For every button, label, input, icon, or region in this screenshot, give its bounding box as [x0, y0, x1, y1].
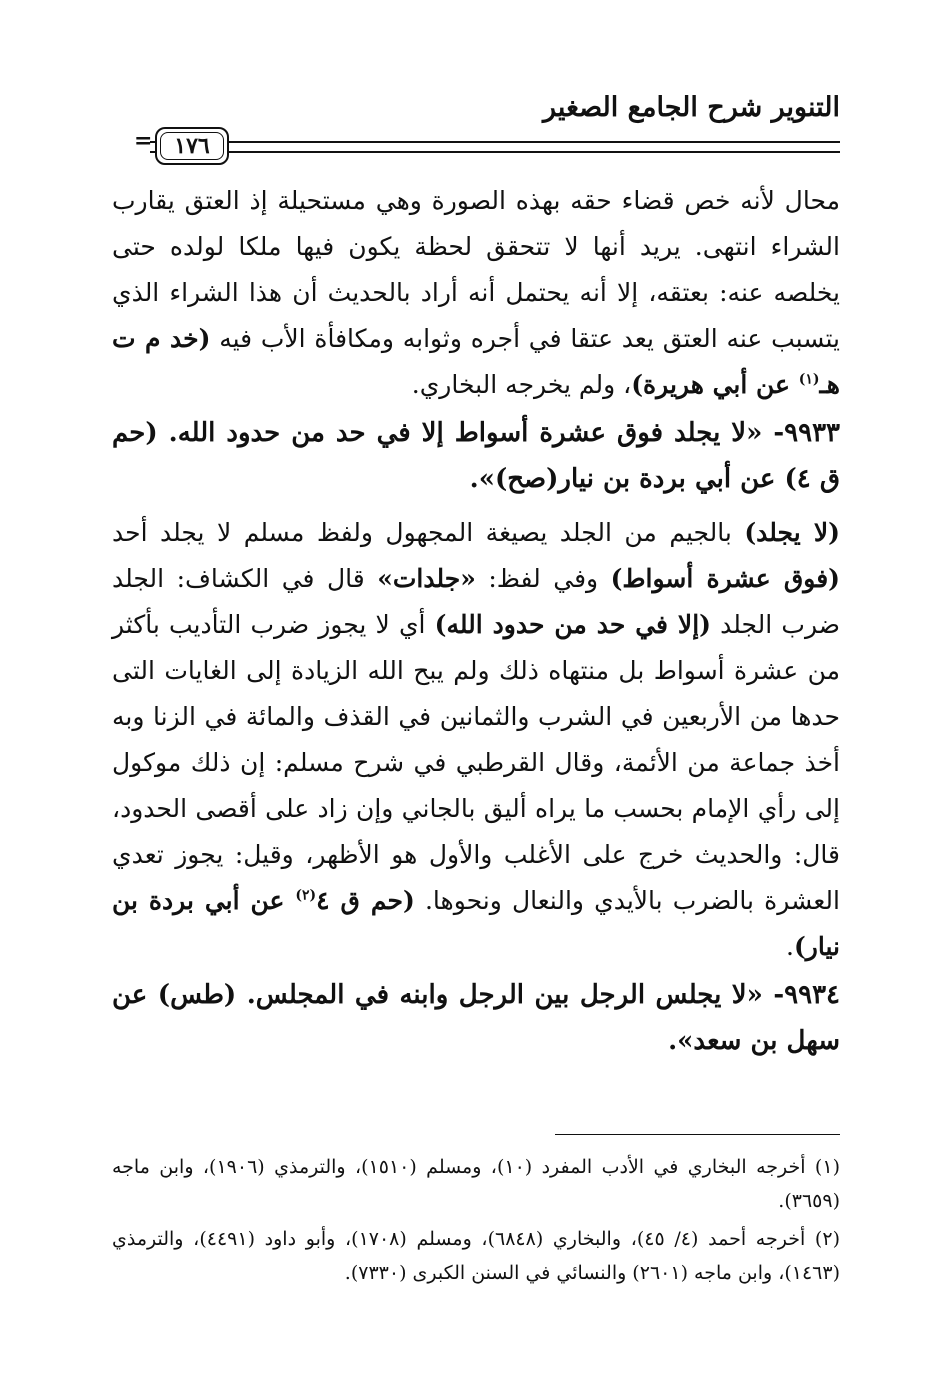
footnote-separator	[555, 1134, 840, 1135]
page-number-box	[155, 127, 229, 165]
source-reference: (خد م ت هـ$^{(١)}$ عن أبي هريرة)	[112, 324, 840, 399]
footnote-2: (٢) أخرجه أحمد (٤/ ٤٥)، والبخاري (٦٨٤٨)، ومسلم (١٧٠٨)، وأبو داود (٤٤٩١)، والترمذي (١٤٦٣)، وابن ماجه (٢٦٠١) والنسائي في السنن الكبرى (٧٣٣٠).	[112, 1228, 840, 1284]
header-marker: =	[134, 128, 153, 154]
commentary-paragraph-1: محال لأنه خص قضاء حقه بهذه الصورة وهي مستحيلة إذ العتق يقارب الشراء انتهى. يريد أنها لا تتحقق لحظة يكون فيها ملكا لولده حتى يخلصه عنه: بعتقه، إلا أنه يحتمل أنه أراد بالحديث أن هذا الشراء الذي يتسبب عنه العتق يعد عتقا في أجره وثوابه ومكافأة الأب فيه (خد م ت هـ$^{(١)}$ عن أبي هريرة)، ولم يخرجه البخاري.	[112, 186, 841, 399]
footnotes	[112, 1150, 840, 1294]
footnote-marker: (٢)	[295, 887, 317, 904]
hadith-9933: ٩٩٣٣- «لا يجلد فوق عشرة أسواط إلا في حد من حدود الله. (حم ق ٤) عن أبي بردة بن نيار(صح)».	[112, 418, 840, 494]
main-text	[112, 178, 840, 1064]
footnote-1: (١) أخرجه البخاري في الأدب المفرد (١٠)، ومسلم (١٥١٠)، والترمذي (١٩٠٦)، وابن ماجه (٣٦٥٩).	[112, 1156, 840, 1212]
source-reference: (حم ق ٤$^{(٢)}$ عن أبي بردة بن نيار)	[112, 886, 840, 961]
header-double-rule	[225, 141, 840, 153]
footnote-marker: (١)	[798, 371, 820, 388]
page-number: ١٧٦	[174, 133, 210, 159]
hadith-9934: ٩٩٣٤- «لا يجلس الرجل بين الرجل وابنه في المجلس. (طس) عن سهل بن سعد».	[112, 980, 840, 1056]
commentary-paragraph-2: (لا يجلد) بالجيم من الجلد يصيغة المجهول ولفظ مسلم لا يجلد أحد (فوق عشرة أسواط) وفي لفظ: «جلدات» قال في الكشاف: الجلد ضرب الجلد (إلا في حد من حدود الله) أي لا يجوز ضرب التأديب بأكثر من عشرة أسواط بل منتهاه ذلك ولم يبح الله الزيادة إلى الغايات التى حدها من الأربعين في الشرب والثمانين في القذف والمائة في الزنا وبه أخذ جماعة من الأئمة، وقال القرطبي في شرح مسلم: إن ذلك موكول إلى رأي الإمام بحسب ما يراه أليق بالجاني وإن زاد على أقصى الحدود، قال: والحديث خرج على الأغلب والأول هو الأظهر، وقيل: يجوز تعدي العشرة بالضرب بالأيدي والنعال ونحوها. (حم ق ٤$^{(٢)}$ عن أبي بردة بن نيار).	[112, 518, 840, 961]
running-header-title: التنوير شرح الجامع الصغير	[543, 92, 840, 123]
